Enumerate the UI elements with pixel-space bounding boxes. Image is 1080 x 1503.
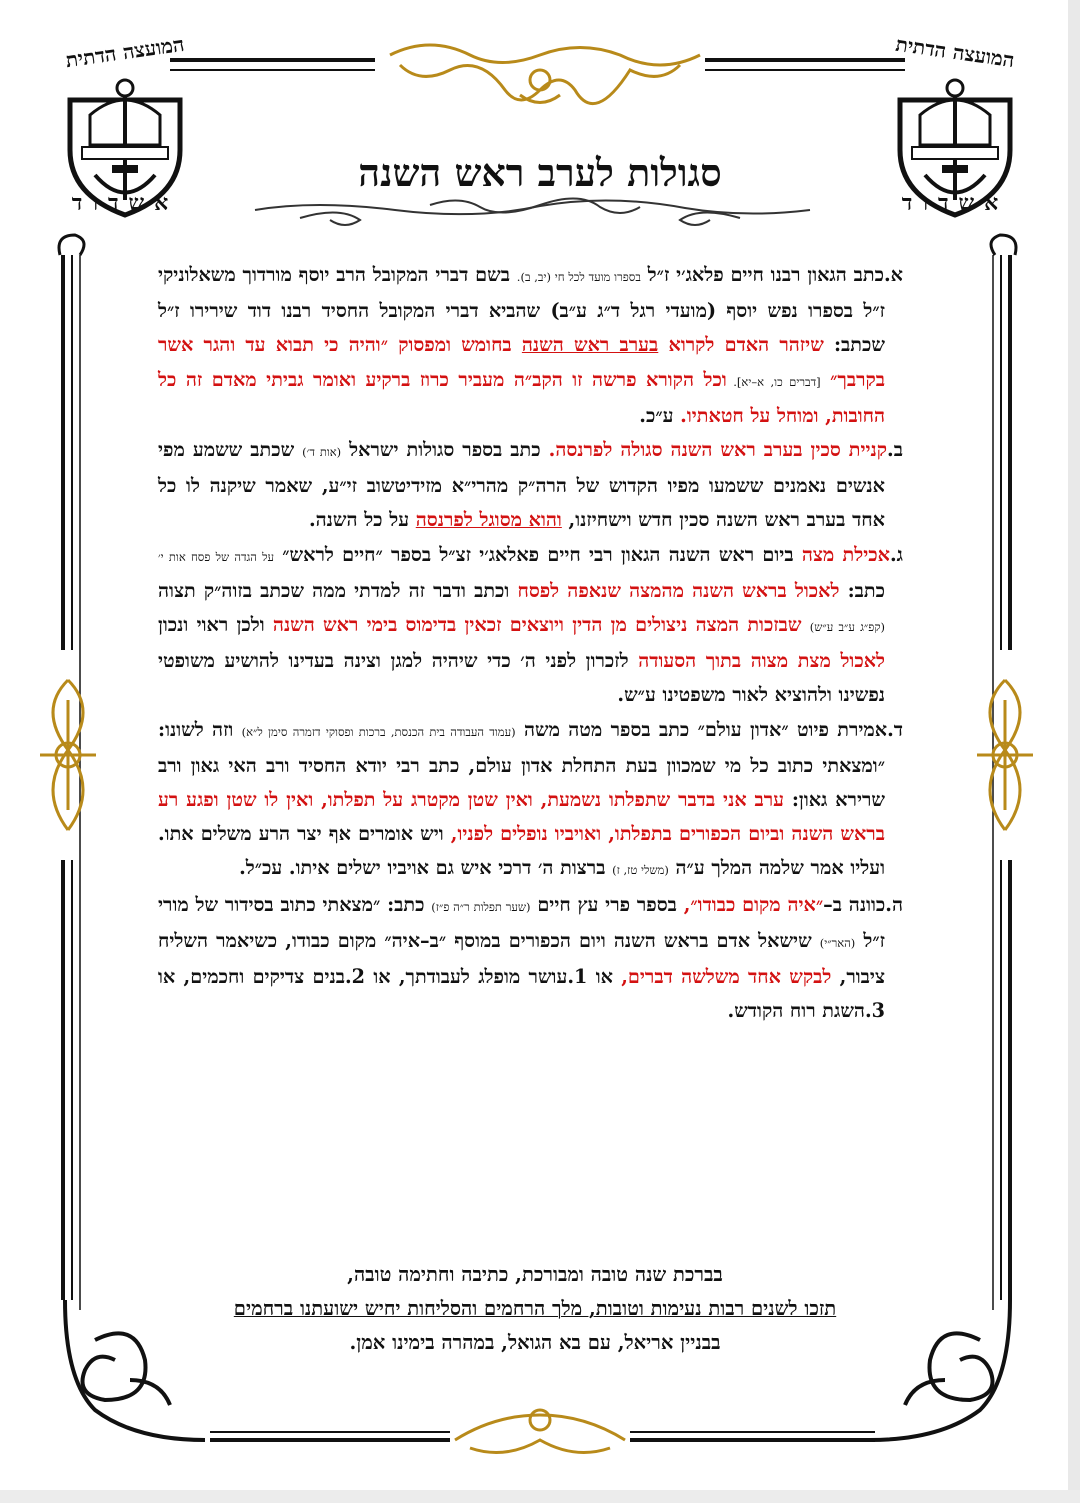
- blessing-line-3: בבניין אריאל, עם בא הגואל, במהרה בימינו אמן.: [349, 1331, 721, 1354]
- segula-text-run: כתב הגאון רבנו חיים פלאג׳י ז״ל: [640, 263, 884, 286]
- segula-text-run: בספר פרי עץ חיים: [530, 892, 684, 916]
- segula-text-run: ויש אומרים אף יצר הרע משלים אתו. ועליו אמר שלמה המלך ע״ה: [158, 822, 885, 880]
- segula-text-run: וזה לשונו: ״ומצאתי כתוב כל מי שמכוון בעת התחלת אדון עולם, כתב רבי יודא החסיד ורב האי גאון ורב שרירא גאון:: [158, 717, 885, 812]
- segula-item-label: ה.: [885, 892, 903, 916]
- segula-text-run: [דברים כו, א–יא].: [726, 374, 821, 389]
- segulot-list: [158, 258, 903, 1028]
- segula-text-run: ברצות ה׳ דרכי איש גם אויביו ישלים איתו. עכ״ל.: [239, 856, 613, 880]
- corner-swirl-tl: [59, 235, 84, 255]
- segula-text-run: ולכן ראוי ונכון: [158, 613, 273, 637]
- corner-swirl-tr: [991, 235, 1016, 255]
- segula-text-run: אכילת מצה: [801, 542, 890, 566]
- segula-text-run: על כל השנה.: [308, 508, 416, 532]
- segula-text-run: על הגדה של פסח אות י׳: [158, 549, 275, 564]
- logo-arc-text: המועצה הדתית: [64, 31, 186, 73]
- bottom-ornament: [455, 1410, 625, 1453]
- closing-blessing: [140, 1258, 930, 1360]
- segula-text-run: לזכרון לפני ה׳ כדי שיהיה למגן וצינה בעדינו להושיע משופטי נפשינו ולהוציא לאור משפטינו ע״ש.: [158, 649, 885, 707]
- segula-item: [158, 433, 903, 538]
- segula-text-run: (עמוד העבודה בית הכנסת, ברכות ופסוקי דזמרה סימן ל״א): [241, 724, 516, 739]
- left-ornament: [40, 680, 96, 830]
- segula-text-run: לבקש אחד משלשה דברים,: [621, 965, 832, 989]
- blessing-line-1: בברכת שנה טובה ומבורכת, כתיבה וחתימה טובה,: [347, 1263, 723, 1286]
- segula-text-run: ערב אני בדבר שתפלתו נשמעת, ואין שטן מקטרג על תפלתו, ואין לו שטן ופגע רע בראש השנה וביום הכפורים בתפלתו, ואויביו נופלים לפניו,: [158, 788, 885, 846]
- segula-text-run: כוונה ב–: [823, 892, 886, 916]
- logo-arc-text: המועצה הדתית: [894, 31, 1016, 73]
- segula-text-run: כתב: ״מצאתי כתוב בסידור של מורי ז״ל: [158, 892, 886, 952]
- segula-item-label: ג.: [889, 542, 903, 566]
- segula-text-run: (אות ד׳): [302, 445, 342, 460]
- segula-text-run: והוא מסוגל לפרנסה: [415, 508, 562, 532]
- segula-text-run: שבזכות המצה ניצולים מן הדין ויוצאים זכאין בדימוס בימי ראש השנה: [272, 613, 810, 637]
- segula-text-run: או 1.עושר מופלג לעבודתך, או 2.בנים צדיקים וחכמים, או 3.השגת רוח הקודש.: [158, 965, 885, 1023]
- segula-text-run: ביום ראש השנה הגאון רבי חיים פאלאג׳י זצ״ל בספר ״חיים לראש״: [274, 542, 802, 566]
- segula-text-run: שישאל אדם בראש השנה ויום הכפורים במוסף ״ב–איה״ מקום כבודו, כשיאמר השליח ציבור,: [158, 928, 885, 989]
- segula-text-run: בחומש ומפסוק ״והיה כי תבוא עד והגר אשר בקרבך״: [158, 333, 886, 391]
- segula-text-run: כתב:: [839, 578, 885, 602]
- segula-text-run: בספרו מועד לכל חי (יב, ב).: [516, 270, 641, 284]
- segula-text-run: (האר״י): [819, 935, 856, 950]
- segula-text-run: בערב ראש השנה: [521, 333, 659, 357]
- segula-item: [158, 888, 903, 1029]
- segula-text-run: (שער תפלות ר״ה פ״ז): [431, 899, 531, 914]
- segula-text-run: שיזהר האדם לקרוא: [658, 333, 824, 357]
- title-underline-ornament: [255, 198, 810, 225]
- segula-text-run: (קפ״ג ע״ב ע״ש): [809, 620, 885, 635]
- segula-text-run: ״איה מקום כבודו״,: [683, 892, 824, 916]
- page-title: סגולות לערב ראש השנה: [358, 150, 722, 195]
- blessing-line-2: תזכו לשנים רבות נעימות וטובות, מלך הרחמים והסליחות יחיש ישועתנו ברחמים: [233, 1297, 837, 1320]
- segula-text-run: ע״כ.: [639, 403, 681, 427]
- segula-item: [158, 258, 903, 433]
- segula-text-run: לאכול בראש השנה מהמצה שנאפה לפסח: [517, 578, 840, 602]
- segula-text-run: וכל הקורא פרשה זו הקב״ה מעביר כרוז ברקיע ואומר גביתי מאדם זה כל החובות, ומוחל על חטאתיו.: [158, 367, 885, 427]
- segula-text-run: לאכול מצת מצוה בתוך הסעודה: [638, 649, 886, 673]
- segula-text-run: כתב בספר סגולות ישראל: [341, 438, 549, 462]
- segula-text-run: וכתב ודבר זה למדתי ממה שכתב בזוה״ק תצוה: [158, 578, 518, 602]
- logo-city-text: אשדוד: [71, 190, 179, 216]
- segula-item: [158, 538, 903, 713]
- right-ornament: [977, 680, 1033, 830]
- segula-text-run: קניית סכין בערב ראש השנה סגולה לפרנסה.: [548, 438, 888, 462]
- segula-text-run: בשם דברי המקובל הרב יוסף מורדוך משאלוניקי ז״ל בספרו נפש יוסף (מועדי רגל ד״ג ע״ב) שהביא דברי המקובל החסיד רבנו דוד שירירו ז״ל שכתב:: [158, 263, 885, 357]
- segula-item: [158, 713, 903, 888]
- top-ornament: [390, 45, 700, 104]
- segula-text-run: (משלי טז, ז): [612, 863, 669, 878]
- logo-city-text: אשדוד: [901, 190, 1009, 216]
- segula-item-label: ד.: [887, 717, 904, 741]
- segula-item-label: ב.: [887, 438, 903, 462]
- segula-text-run: שכתב ששמע מפי אנשים נאמנים ששמעו מפיו הקדוש של הרה״ק מהרי״א מזידיטשוב זי״ע, שאמר שיקנה לו כל אחד בערב ראש השנה סכין חדש וישחיזנו,: [158, 438, 885, 532]
- segula-item-label: א.: [883, 263, 903, 286]
- segula-text-run: אמירת פיוט ״אדון עולם״ כתב בספר מטה משה: [515, 717, 888, 741]
